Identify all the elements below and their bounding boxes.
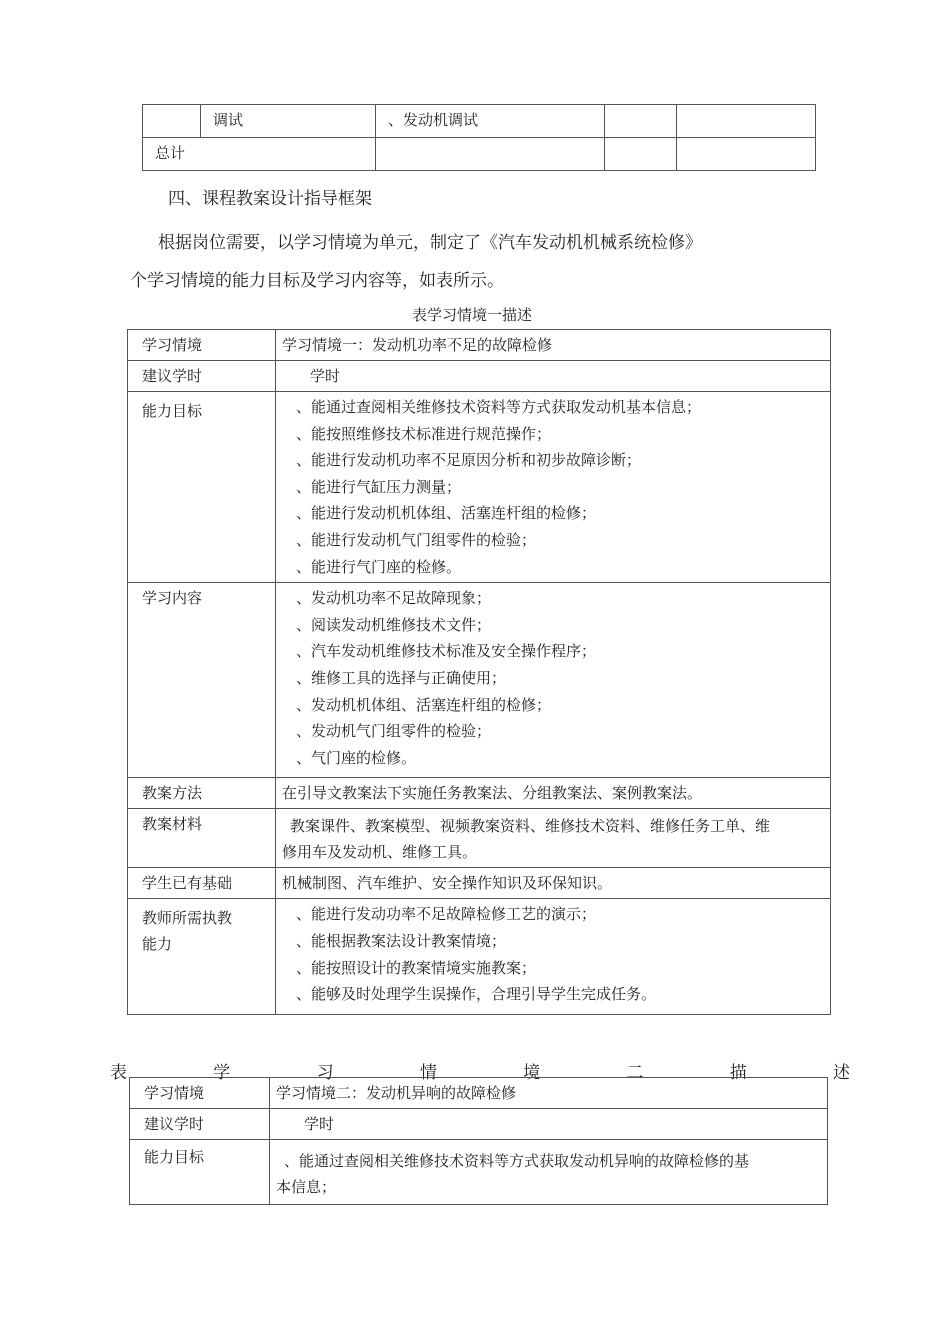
section-heading: 四、课程教案设计指导框架 [168, 189, 372, 209]
caption-char: 表 [110, 1063, 127, 1083]
table1-caption: 表学习情境一描述 [412, 306, 533, 324]
summary-cell [677, 138, 816, 171]
row-label [128, 899, 276, 1014]
list-item: 、能进行发动机功率不足原因分析和初步故障诊断； [296, 451, 642, 470]
list-item: 、阅读发动机维修技术文件； [296, 615, 492, 634]
list-item: 、气门座的检修。 [296, 748, 417, 767]
caption-char: 二 [626, 1063, 644, 1083]
table-row [130, 1140, 828, 1205]
row-label: 学习情境 [128, 330, 276, 361]
row-value: 学习情境二：发动机异响的故障检修 [270, 1078, 828, 1109]
row-label: 教案材料 [128, 809, 276, 868]
list-item: 、能进行气门座的检修。 [296, 557, 462, 576]
goals-line: 本信息； [276, 1178, 337, 1196]
caption-char: 情 [419, 1063, 437, 1083]
summary-cell [605, 138, 677, 171]
materials-line: 教案课件、教案模型、视频教案资料、维修技术资料、维修任务工单、维 [290, 817, 771, 836]
caption-char: 描 [729, 1063, 747, 1083]
table-row [130, 1078, 828, 1109]
table-row [128, 868, 831, 899]
row-label: 能力目标 [128, 392, 276, 583]
summary-cell [677, 105, 816, 138]
caption-char: 述 [832, 1063, 850, 1083]
list-item: 、能够及时处理学生误操作，合理引导学生完成任务。 [296, 985, 657, 1004]
table-row [128, 361, 831, 392]
goals-list [276, 392, 831, 583]
table-row [128, 809, 831, 868]
row-label: 学习情境 [130, 1078, 270, 1109]
goals-line: 、能通过查阅相关维修技术资料等方式获取发动机异响的故障检修的基 [284, 1152, 750, 1170]
row-value: 在引导文教案法下实施任务教案法、分组教案法、案例教案法。 [276, 778, 831, 809]
summary-cell [143, 105, 201, 138]
row-value [276, 809, 831, 868]
situation1-table [127, 329, 831, 1015]
row-label: 教案方法 [128, 778, 276, 809]
paragraph-line: 个学习情境的能力目标及学习内容等，如表所示。 [130, 271, 504, 291]
table-row [128, 778, 831, 809]
table-row [128, 330, 831, 361]
teacher-list [276, 899, 831, 1014]
list-item: 、发动机气门组零件的检验； [296, 722, 492, 741]
summary-cell: 、发动机调试 [376, 105, 605, 138]
caption-char: 习 [316, 1063, 334, 1083]
row-value: 学习情境一：发动机功率不足的故障检修 [276, 330, 831, 361]
row-label: 学生已有基础 [128, 868, 276, 899]
label-line: 能力 [142, 935, 173, 954]
row-value: 学时 [276, 361, 831, 392]
content-list [276, 583, 831, 778]
total-label: 总计 [143, 138, 376, 171]
summary-table [142, 104, 816, 171]
situation2-table [129, 1077, 828, 1205]
paragraph-line: 根据岗位需要，以学习情境为单元，制定了《汽车发动机机械系统检修》 [158, 233, 702, 253]
table-row [128, 583, 831, 778]
row-label: 能力目标 [130, 1140, 270, 1205]
summary-cell [376, 138, 605, 171]
row-value: 学时 [270, 1109, 828, 1140]
list-item: 、发动机功率不足故障现象； [296, 589, 492, 608]
list-item: 、能按照设计的教案情境实施教案； [296, 958, 537, 977]
list-item: 、汽车发动机维修技术标准及安全操作程序； [296, 642, 597, 661]
row-value [270, 1140, 828, 1205]
list-item: 、能通过查阅相关维修技术资料等方式获取发动机基本信息； [296, 398, 702, 416]
summary-cell [605, 105, 677, 138]
table-row [128, 899, 831, 1014]
caption-char: 境 [523, 1063, 541, 1083]
list-item: 、能根据教案法设计教案情境； [296, 931, 507, 950]
table-row [128, 392, 831, 583]
row-label: 建议学时 [128, 361, 276, 392]
label-line: 教师所需执教 [142, 909, 233, 928]
list-item: 、能按照维修技术标准进行规范操作； [296, 424, 552, 443]
row-value: 机械制图、汽车维护、安全操作知识及环保知识。 [276, 868, 831, 899]
summary-cell: 调试 [201, 105, 376, 138]
table-row [130, 1109, 828, 1140]
row-label: 建议学时 [130, 1109, 270, 1140]
row-label: 学习内容 [128, 583, 276, 778]
list-item: 、能进行气缸压力测量； [296, 477, 462, 496]
materials-line: 修用车及发动机、维修工具。 [282, 843, 478, 862]
list-item: 、维修工具的选择与正确使用； [296, 668, 507, 687]
list-item: 、能进行发动机气门组零件的检验； [296, 530, 537, 549]
list-item: 、发动机机体组、活塞连杆组的检修； [296, 695, 552, 714]
caption-char: 学 [213, 1063, 231, 1083]
list-item: 、能进行发动机机体组、活塞连杆组的检修； [296, 504, 597, 523]
list-item: 、能进行发动功率不足故障检修工艺的演示； [296, 905, 597, 924]
